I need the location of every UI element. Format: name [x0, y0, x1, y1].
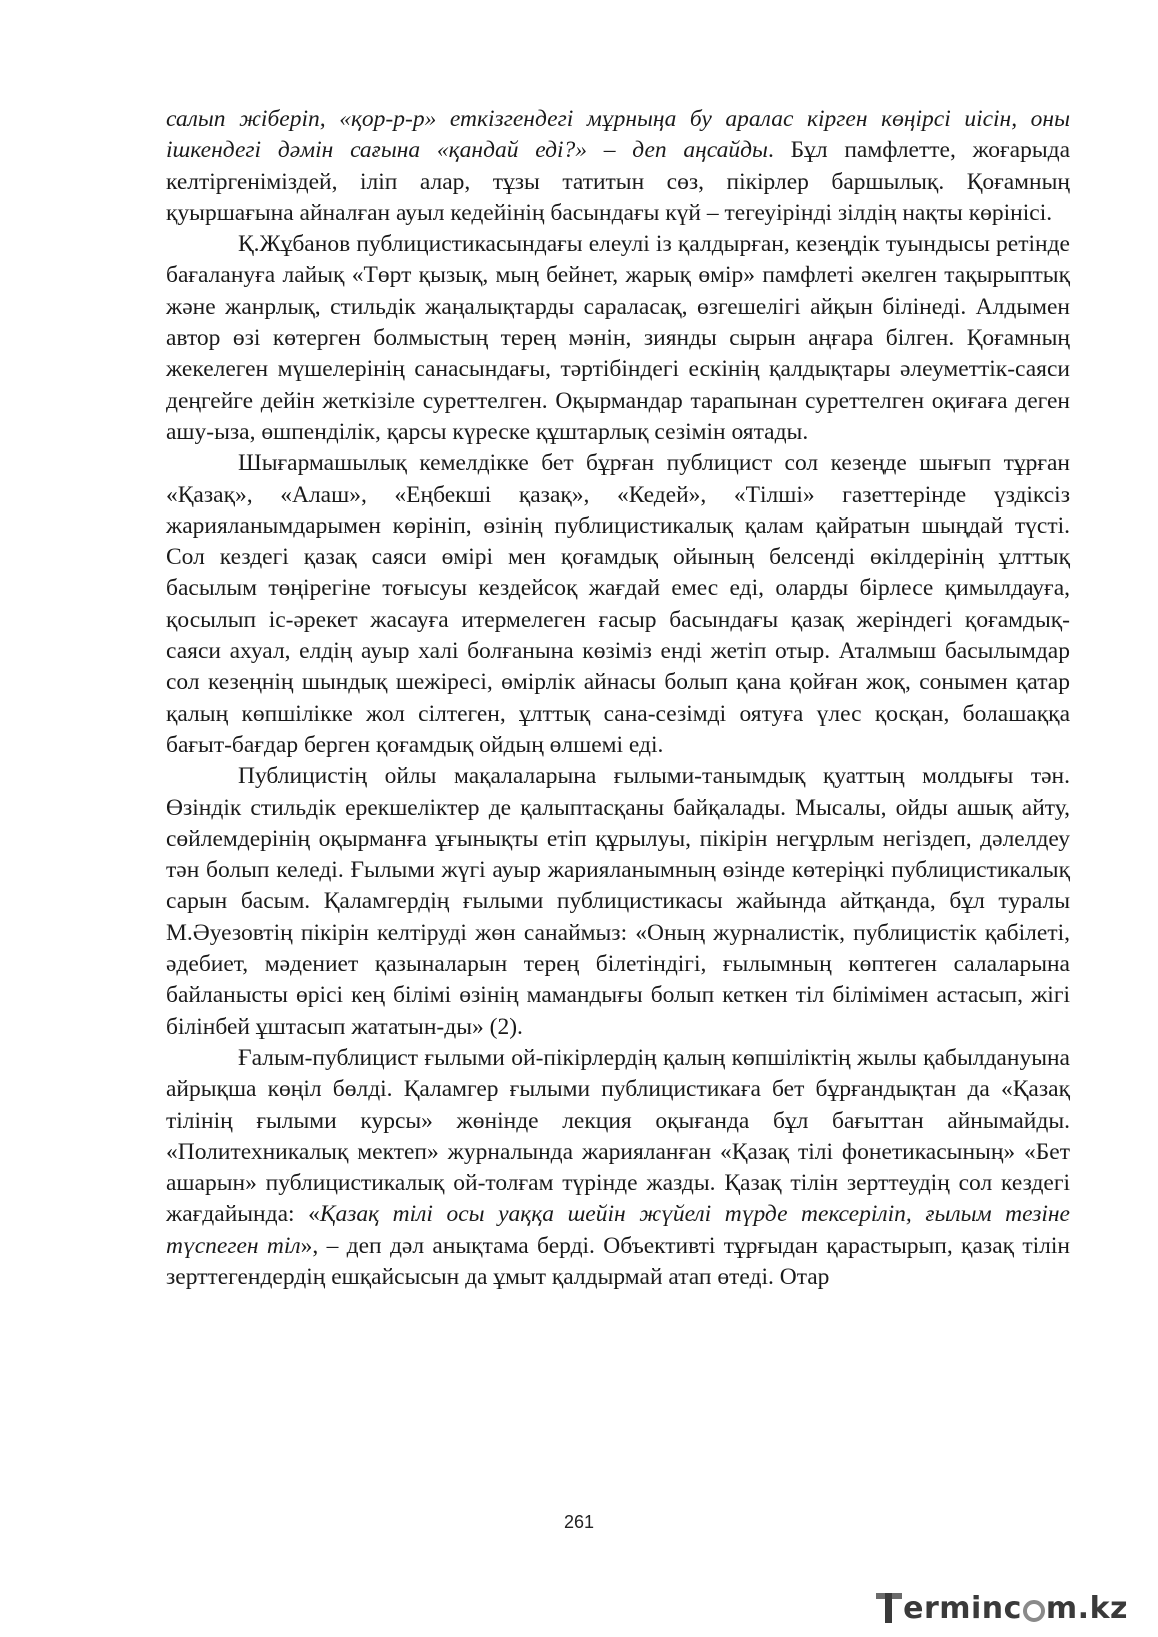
paragraph-5 [166, 1043, 1070, 1293]
text-segment: », – деп дәл анықтама берді. Объективті тұрғыдан қарастырып, қазақ тілін зерттегендердің ешқайсысын да ұмыт қалдырмай атап өтеді. Отар [166, 1232, 1070, 1290]
logo-ring-icon [1023, 1600, 1045, 1622]
text-segment: Ғалым-публицист ғылыми ой-пікірлердің қалың көпшіліктің жылы қабылдануына айрықша көңіл бөлді. Қаламгер ғылыми публицистикаға бет бұрғандықтан да «Қазақ тілінің ғылыми курсы» жөнінде лекция оқығанда бұл бағыттан айнымайды. «Политехникалық мектеп» журналында жарияланған «Қазақ тілі фонетикасының» «Бет ашарын» публицистикалық ой-толғам түрінде жазды. Қазақ тілін зерттеудің сол кездегі жағдайында: « [166, 1044, 1070, 1228]
logo-text-part1: erminc [903, 1590, 1022, 1626]
text-segment: . Бұл памфлетте, жоғарыда келтіргеніміздей, іліп алар, тұзы татитын сөз, пікірлер баршылық. Қоғамның қуыршағына айналған ауыл кедейінің басындағы күй – тегеуірінді зілдің нақты көрінісі. [166, 137, 1070, 226]
italic-quote: салып жіберіп, «қор-р-р» еткізгендегі мұрныңа бу аралас кірген көңірсі иісін, оны ішкендегі дәмін сағына «қандай еді?» – деп аңсайды [166, 106, 1070, 164]
paragraph-1 [166, 104, 1070, 229]
page-number: 261 [563, 1512, 595, 1532]
logo-text-part2: m.kz [1045, 1590, 1128, 1626]
italic-quote: Қазақ тілі осы уаққа шейін жүйелі түрде тексеріліп, ғылым тезіне түспеген тіл [166, 1201, 1070, 1259]
logo-t-icon [876, 1591, 902, 1625]
text-segment: Қ.Жұбанов публицистикасындағы елеулі із қалдырған, кезеңдік туындысы ретінде бағалануға лайық «Төрт қызық, мың бейнет, жарық өмір» памфлеті әкелген тақырыптық және жанрлық, стильдік жаңалықтарды саралаcақ, өзгешелігі айқын білінеді. Алдымен автор өзі көтерген болмыстың терең мәнін, зиянды сырын аңғара білген. Қоғамның жекелеген мүшелерінің санасындағы, тәртібіндегі ескінің қалдықтары әлеуметтік-саяси деңгейге дейін жеткізіле суреттелген. Оқырмандар тарапынан суреттелген оқиғаға деген ашу-ыза, өшпенділік, қарсы күреске құштарлық сезімін оятады. [166, 231, 1070, 445]
paragraph-3 [166, 448, 1070, 761]
text-segment: Публицистің ойлы мақалаларына ғылыми-танымдық қуаттың молдығы тән. Өзіндік стильдік ерекшеліктер де қалыптасқаны байқалады. Мысалы, ойды ашық айту, сөйлемдерінің оқырманға ұғынықты етіп құрылуы, пікірін негұрлым негіздеп, дәлелдеу тән болып келеді. Ғылыми жүгі ауыр жарияланымның өзінде көтеріңкі публицистикалық сарын басым. Қаламгердің ғылыми публицистикасы жайында айтқанда, бұл туралы М.Әуезовтің пікірін келтіруді жөн санаймыз: «Оның журналистік, публицистік қабілеті, әдебиет, мәдениет қазыналарын терең білетіндігі, ғылымның көптеген салаларына байланысты өрісі кең білімі өзінің мамандығы болып кеткен тіл білімімен астасып, жігі білінбей ұштасып жататын-ды» (2). [166, 763, 1070, 1040]
termincom-logo [876, 1586, 1128, 1630]
text-segment: Шығармашылық кемелдікке бет бұрған публицист сол кезеңде шығып тұрған «Қазақ», «Алаш», «Еңбекші қазақ», «Кедей», «Тілші» газеттерінде үздіксіз жарияланымдарымен көрініп, өзінің публицистикалық қалам қайратын шыңдай түсті. Сол кездегі қазақ саяси өмірі мен қоғамдық ойының белсенді өкілдерінің ұлттық басылым төңірегіне тоғысуы кездейсоқ жағдай емес еді, оларды бірлесе қимылдауға, қосылып іс-әрекет жасауға итермелеген ғасыр басындағы қазақ жеріндегі қоғамдық-саяси ахуал, елдің ауыр халі болғанына көзіміз енді жетіп отыр. Аталмыш басылымдар сол кезеңнің шындық шежіресі, өмірлік айнасы болып қана қойған жоқ, сонымен қатар қалың көпшілікке жол сілтеген, ұлттық сана-сезімді оятуға үлес қосқан, болашаққа бағыт-бағдар берген қоғамдық ойдың өлшемі еді. [166, 450, 1070, 758]
body-text [166, 104, 1070, 1293]
paragraph-2 [166, 229, 1070, 448]
paragraph-4 [166, 761, 1070, 1043]
